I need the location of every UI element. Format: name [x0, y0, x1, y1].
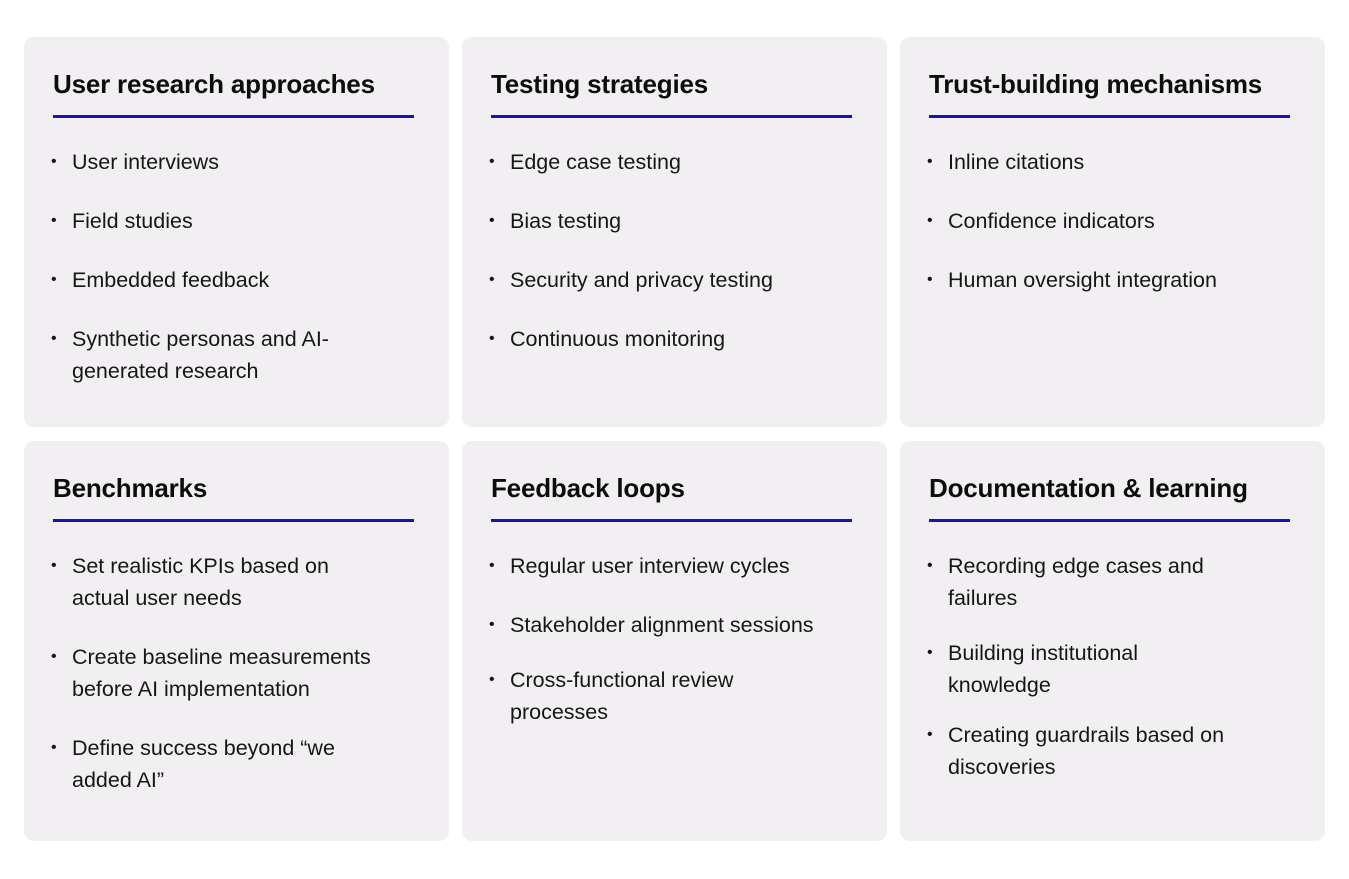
card-title: User research approaches	[53, 69, 375, 99]
list-item: • Inline citations	[929, 146, 1293, 178]
card-feedback-loops	[462, 441, 887, 841]
card-documentation-learning	[900, 441, 1325, 841]
list-item: • Set realistic KPIs based on actual user needs	[53, 550, 372, 614]
list-item: • Embedded feedback	[53, 264, 417, 296]
bullet-icon: •	[489, 212, 495, 229]
list-item: • Human oversight integration	[929, 264, 1293, 296]
list-item: • User interviews	[53, 146, 417, 178]
list-item: • Building institutional knowledge	[929, 637, 1198, 701]
list-item: • Synthetic personas and AI-generated research	[53, 323, 372, 387]
list-item: • Stakeholder alignment sessions	[491, 609, 858, 641]
title-underline	[491, 115, 852, 118]
list-item: • Bias testing	[491, 205, 855, 237]
card-title: Documentation & learning	[929, 473, 1248, 503]
title-underline	[491, 519, 852, 522]
list-item: • Field studies	[53, 205, 417, 237]
card-title: Feedback loops	[491, 473, 685, 503]
card-title: Trust-building mechanisms	[929, 69, 1263, 99]
bullet-icon: •	[927, 557, 933, 574]
bullet-icon: •	[489, 616, 495, 633]
card-list	[491, 146, 858, 355]
title-underline	[53, 115, 414, 118]
card-list	[53, 146, 420, 387]
bullet-icon: •	[927, 644, 933, 661]
list-item: • Continuous monitoring	[491, 323, 855, 355]
bullet-icon: •	[51, 648, 57, 665]
card-list	[53, 550, 420, 796]
card-list	[929, 146, 1296, 296]
bullet-icon: •	[489, 557, 495, 574]
card-testing-strategies	[462, 37, 887, 427]
card-title: Benchmarks	[53, 473, 208, 503]
list-item: • Cross-functional review processes	[491, 664, 795, 728]
card-grid	[24, 37, 1325, 841]
bullet-icon: •	[489, 671, 495, 688]
title-underline	[929, 115, 1290, 118]
card-trust-building-mechanisms	[900, 37, 1325, 427]
card-list	[929, 550, 1296, 783]
title-underline	[929, 519, 1290, 522]
bullet-icon: •	[927, 212, 933, 229]
bullet-icon: •	[51, 212, 57, 229]
bullet-icon: •	[927, 153, 933, 170]
bullet-icon: •	[51, 153, 57, 170]
card-benchmarks	[24, 441, 449, 841]
card-title: Testing strategies	[491, 69, 708, 99]
bullet-icon: •	[927, 271, 933, 288]
bullet-icon: •	[51, 557, 57, 574]
list-item: • Security and privacy testing	[491, 264, 855, 296]
title-underline	[53, 519, 414, 522]
card-user-research-approaches	[24, 37, 449, 427]
bullet-icon: •	[51, 739, 57, 756]
list-item: • Edge case testing	[491, 146, 855, 178]
bullet-icon: •	[489, 271, 495, 288]
list-item: • Creating guardrails based on discoveries	[929, 719, 1248, 783]
card-list	[491, 550, 858, 728]
list-item: • Confidence indicators	[929, 205, 1293, 237]
bullet-icon: •	[51, 271, 57, 288]
bullet-icon: •	[927, 726, 933, 743]
list-item: • Define success beyond “we added AI”	[53, 732, 382, 796]
list-item: • Regular user interview cycles	[491, 550, 858, 582]
bullet-icon: •	[489, 330, 495, 347]
bullet-icon: •	[51, 330, 57, 347]
list-item: • Create baseline measurements before AI implementation	[53, 641, 417, 705]
bullet-icon: •	[489, 153, 495, 170]
list-item: • Recording edge cases and failures	[929, 550, 1248, 614]
